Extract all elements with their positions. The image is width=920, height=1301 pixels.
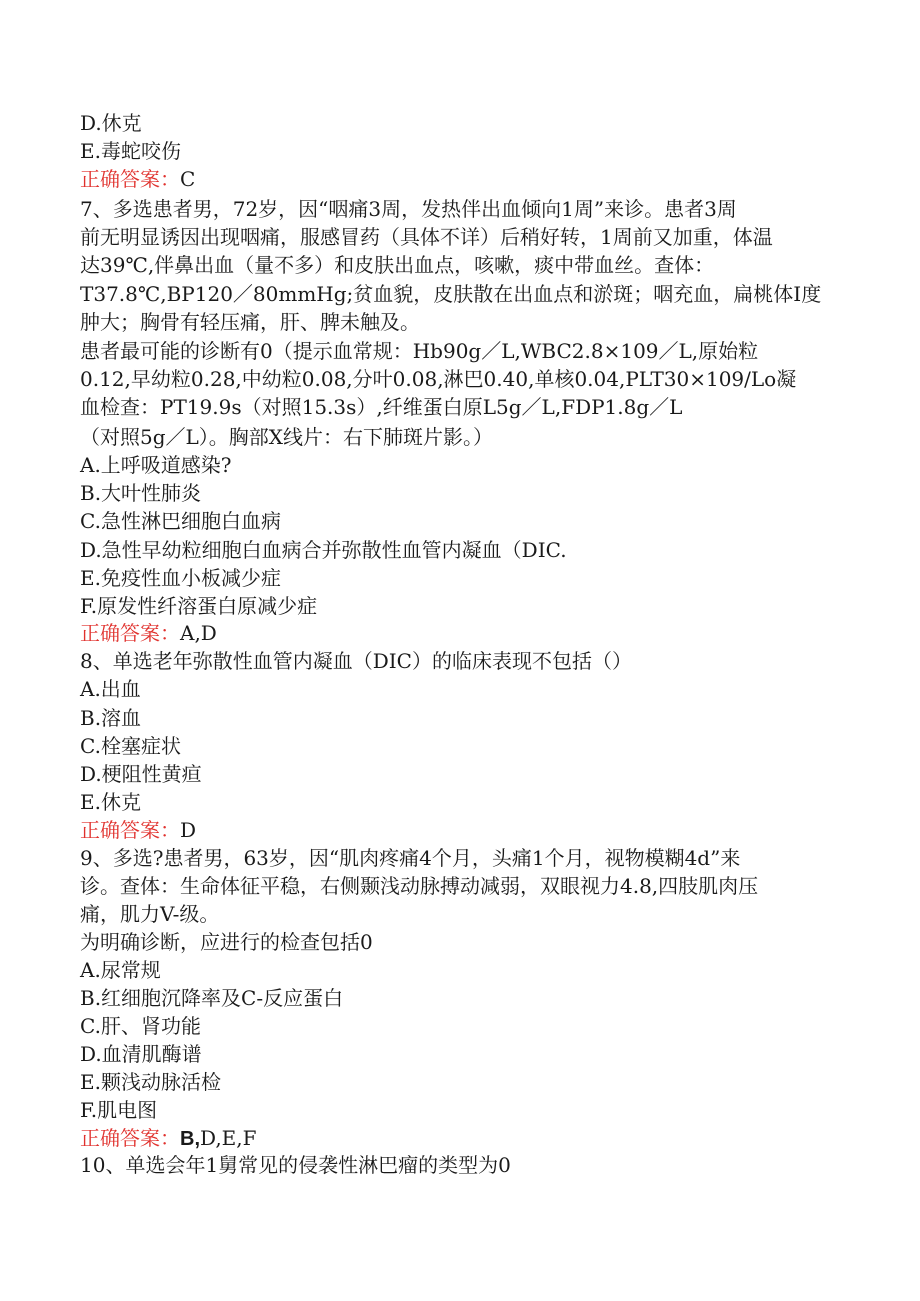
q7-option-c: C.急性淋巴细胞白血病 (80, 509, 281, 533)
q9-stem-line-1: 9、多选?患者男，63岁，因“肌肉疼痛4个月，头痛1个月，视物模糊4d”来 (80, 846, 741, 870)
q8-stem-line-1: 8、单选老年弥散性血管内凝血（DIC）的临床表现不包括（） (80, 649, 632, 673)
q8-answer (80, 817, 196, 843)
answer-label: 正确答案： (80, 818, 180, 842)
q8-option-a: A.出血 (80, 677, 141, 701)
q7-stem-line-7: 0.12,早幼粒0.28,中幼粒0.08,分叶0.08,淋巴0.40,单核0.04,PLT30×109/Lo凝 (80, 367, 797, 391)
q7-stem-line-6: 患者最可能的诊断有0（提示血常规：Hb90g／L,WBC2.8×109／L,原始粒 (80, 339, 759, 363)
answer-value: A,D (180, 621, 217, 645)
q7-option-d: D.急性早幼粒细胞白血病合并弥散性血管内凝血（DIC. (80, 538, 567, 562)
q7-option-b: B.大叶性肺炎 (80, 481, 202, 505)
q7-answer (80, 620, 217, 646)
q9-option-d: D.血清肌酶谱 (80, 1042, 202, 1066)
q6-option-d: D.休克 (80, 111, 142, 135)
q9-option-a: A.尿常规 (80, 958, 161, 982)
q7-stem-line-2: 前无明显诱因出现咽痛，服感冒药（具体不详）后稍好转，1周前又加重，体温 (80, 225, 773, 249)
q7-stem-line-1: 7、多选患者男，72岁，因“咽痛3周，发热伴出血倾向1周”来诊。患者3周 (80, 197, 737, 221)
q9-stem-line-2: 诊。查体：生命体征平稳，右侧颞浅动脉搏动减弱，双眼视力4.8,四肢肌肉压 (80, 874, 759, 898)
q7-stem-line-4: T37.8℃,BP120／80mmHg;贫血貌，皮肤散在出血点和淤斑；咽充血，扁桃体I度 (80, 282, 822, 306)
q9-stem-line-3: 痛，肌力V-级。 (80, 902, 220, 926)
answer-value: C (180, 167, 196, 191)
q9-answer (80, 1125, 257, 1152)
answer-label: 正确答案： (80, 1126, 180, 1150)
q9-option-e: E.颗浅动脉活检 (80, 1070, 221, 1094)
q8-option-b: B.溶血 (80, 706, 142, 730)
q10-stem-line-1: 10、单选会年1舅常见的侵袭性淋巴瘤的类型为0 (80, 1153, 511, 1177)
answer-label: 正确答案： (80, 167, 180, 191)
q7-stem-line-8: 血检查：PT19.9s（对照15.3s）,纤维蛋白原L5g／L,FDP1.8g／L (80, 395, 683, 419)
q6-answer (80, 166, 195, 192)
q8-option-e: E.休克 (80, 790, 141, 814)
q6-option-e: E.毒蛇咬伤 (80, 139, 181, 163)
q9-option-f: F.肌电图 (80, 1098, 158, 1122)
q7-stem-line-5: 肿大；胸骨有轻压痛，肝、脾未触及。 (80, 310, 420, 334)
q8-option-c: C.栓塞症状 (80, 734, 181, 758)
q7-stem-line-3: 达39℃,伴鼻出血（量不多）和皮肤出血点，咳嗽，痰中带血丝。查体： (80, 253, 715, 277)
q7-option-e: E.免疫性血小板减少症 (80, 566, 281, 590)
answer-value: D,E,F (200, 1126, 257, 1150)
answer-value-bold: B, (180, 1128, 200, 1150)
q9-option-b: B.红细胞沉降率及C-反应蛋白 (80, 986, 344, 1010)
q7-option-a: A.上呼吸道感染? (80, 453, 232, 477)
q7-option-f: F.原发性纤溶蛋白原减少症 (80, 594, 318, 618)
q9-option-c: C.肝、肾功能 (80, 1014, 201, 1038)
q8-option-d: D.梗阻性黄疸 (80, 762, 202, 786)
q9-stem-line-4: 为明确诊断，应进行的检查包括0 (80, 930, 373, 954)
answer-label: 正确答案： (80, 621, 180, 645)
answer-value: D (180, 818, 197, 842)
q7-stem-line-9: （对照5g／L）。胸部X线片：右下肺斑片影。） (80, 425, 494, 449)
